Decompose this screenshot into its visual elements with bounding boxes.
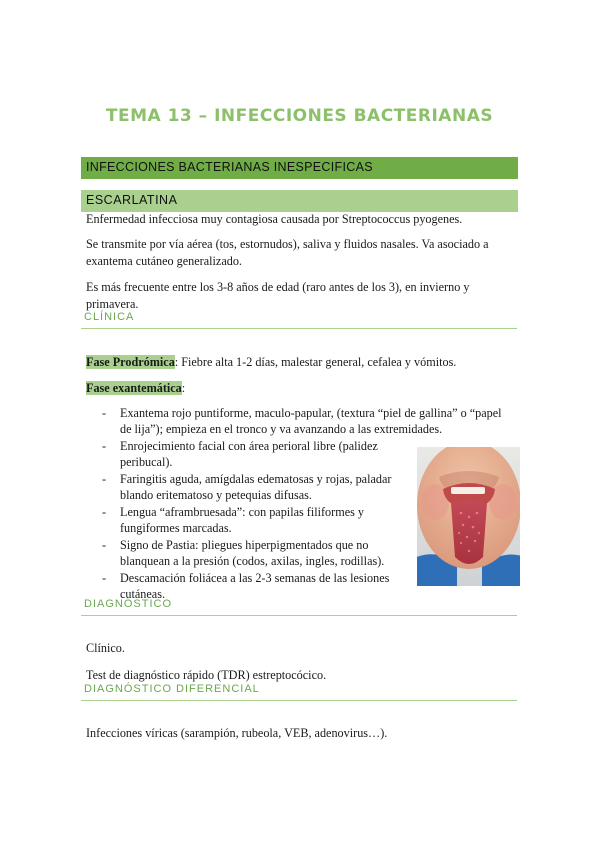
exantematica-colon: : [181, 381, 186, 395]
list-item: - Faringitis aguda, amígdalas edematosas y rojas, paladar blando eritematoso y petequias difusas. [100, 471, 392, 503]
prodromica-line [86, 354, 511, 371]
list-item: - Lengua “aframbruesada”: con papilas filiformes y fungiformes marcadas. [100, 504, 392, 536]
section-header-text: INFECCIONES BACTERIANAS INESPECIFICAS [86, 160, 373, 174]
paragraph-epidemiology: Es más frecuente entre los 3-8 años de edad (raro antes de los 3), en invierno y primavera. [86, 280, 470, 311]
list-item: - Exantema rojo puntiforme, maculo-papular, (textura “piel de gallina” o “papel de lija”); empieza en el tronco y va avanzando a las extremidades. [100, 405, 508, 437]
list-item: - Descamación foliácea a las 2-3 semanas de las lesiones cutáneas. [100, 570, 392, 602]
page-title: TEMA 13 – INFECCIONES BACTERIANAS [105, 106, 494, 126]
subsection-header-bar [81, 190, 518, 212]
section-heading-diferencial-text: DIAGNÓSTICO DIFERENCIAL [84, 683, 260, 695]
section-heading-clinica [81, 308, 517, 329]
subsection-header-text: ESCARLATINA [86, 193, 178, 207]
list-item: - Enrojecimiento facial con área perioral libre (palidez peribucal). [100, 438, 392, 470]
exantematica-label: Fase exantemática [86, 381, 182, 395]
prodromica-text: : Fiebre alta 1-2 días, malestar general, cefalea y vómitos. [174, 355, 457, 369]
section-heading-diagnostico [81, 595, 517, 616]
paragraph-transmission: Se transmite por vía aérea (tos, estornudos), saliva y fluidos nasales. Va asociado a exantema cutáneo generalizado. [86, 237, 489, 268]
diagnostico-line-2: Test de diagnóstico rápido (TDR) estreptocócico. [86, 668, 327, 682]
list-item: - Signo de Pastia: pliegues hiperpigmentados que no blanquean a la presión (codos, axilas, ingles, rodillas). [100, 537, 392, 569]
tongue-photo [417, 447, 520, 586]
section-heading-diagnostico-text: DIAGNÓSTICO [84, 598, 173, 610]
section-heading-clinica-text: CLÍNICA [84, 311, 135, 323]
prodromica-label: Fase Prodrómica [86, 355, 175, 369]
diferencial-text: Infecciones víricas (sarampión, rubeola, VEB, adenovirus…). [86, 726, 388, 740]
diagnostico-line-1: Clínico. [86, 641, 125, 655]
exantematica-line [86, 380, 511, 397]
section-header-bar [81, 157, 518, 179]
paragraph-definition: Enfermedad infecciosa muy contagiosa causada por Streptococcus pyogenes. [86, 212, 463, 226]
section-heading-diferencial [81, 680, 517, 701]
